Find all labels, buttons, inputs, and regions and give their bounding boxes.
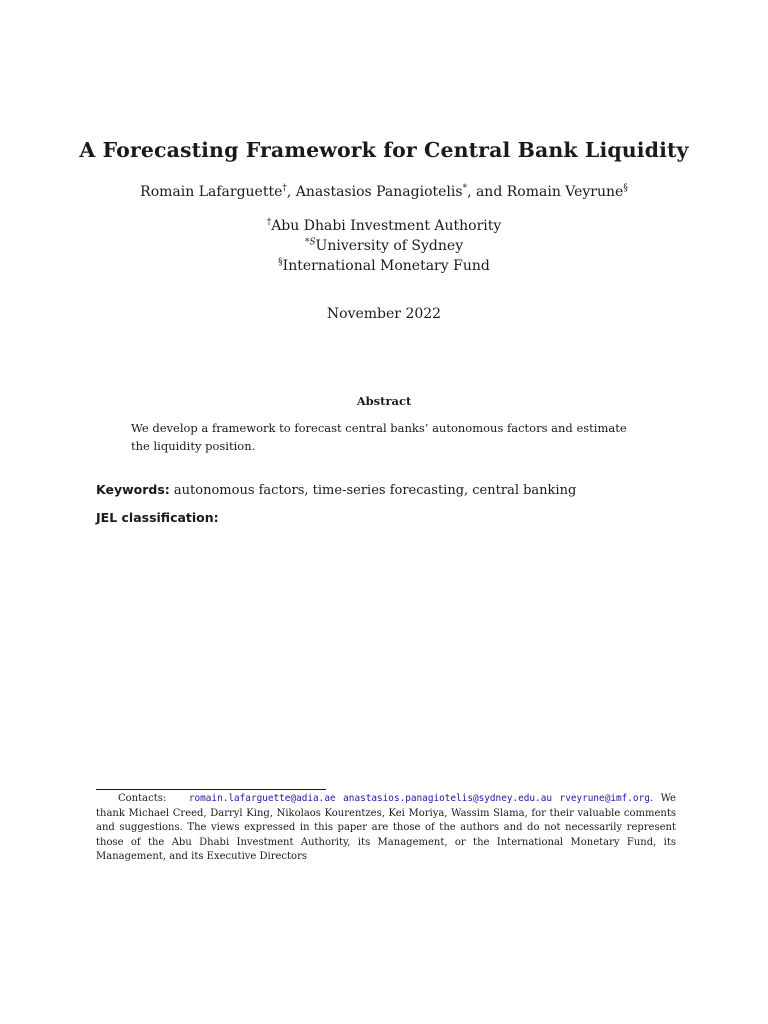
jel-line [96,510,676,526]
affiliation-name: International Monetary Fund [282,258,490,274]
author-list [0,184,768,200]
paper-title: A Forecasting Framework for Central Bank Liquidity [79,138,689,162]
affiliation [0,238,768,254]
author-separator: , [286,184,296,200]
email-link[interactable]: romain.lafarguette@adia.ae [188,793,336,804]
acknowledgements-text: We thank Michael Creed, Darryl King, Nikolaos Kourentzes, Kei Moriya, Wassim Slama, for their valuable comments and suggestions. The views expressed in this paper are those of the authors and do not necessarily represent those of the Abu Dhabi Investment Authority, its Management, or the International Monetary Fund, its Management, and its Executive Directors [96,793,676,862]
author-separator: , and [467,184,507,200]
abstract-heading: Abstract [356,394,412,408]
affiliation-name: Abu Dhabi Investment Authority [271,218,502,234]
paper-date: November 2022 [326,306,442,322]
author-name: Romain Lafarguette [140,184,283,200]
contacts-label: Contacts: [118,793,167,804]
email-link[interactable]: anastasios.panagiotelis@sydney.edu.au [343,793,552,804]
author-name: Anastasios Panagiotelis [295,184,463,200]
footnote-rule [96,789,326,790]
email-link[interactable]: rveyrune@imf.org [559,793,650,804]
author-mark: * [462,183,468,194]
keywords-line [96,482,676,498]
affiliation [0,218,768,234]
abstract-text: We develop a framework to forecast central banks’ autonomous factors and estimate the liquidity position. [131,421,627,453]
contacts-period: . [649,793,654,804]
author-mark: † [282,183,287,194]
affiliation-mark: † [266,217,272,228]
affiliation-mark: *S [304,237,316,248]
affiliation-name: University of Sydney [315,238,464,254]
keywords-value: autonomous factors, time-series forecasting, central banking [169,483,577,498]
keywords-label: Keywords: [96,482,170,497]
author-name: Romain Veyrune [506,184,624,200]
footnote [96,792,676,865]
jel-label: JEL classification: [96,510,219,525]
affiliation-mark: § [278,257,283,268]
affiliation [0,258,768,274]
author-mark: § [623,183,628,194]
